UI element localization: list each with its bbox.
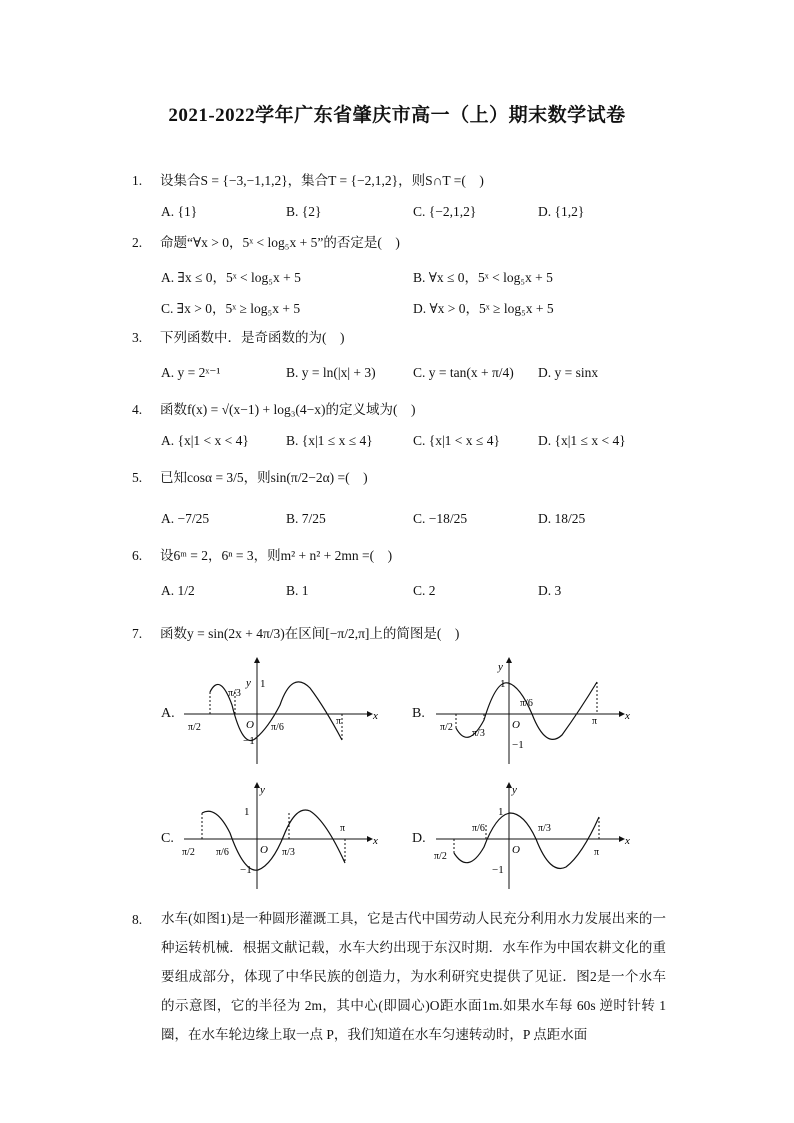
option-c[interactable]: C. {−2,1,2}: [413, 204, 477, 219]
question-stem: 设6ᵐ = 2，6ⁿ = 3，则m² + n² + 2mn =( ): [160, 548, 393, 563]
question-number: 2.: [132, 235, 143, 250]
curve: [202, 810, 345, 870]
option-b-label[interactable]: B.: [412, 706, 425, 721]
option-d[interactable]: D. ∀x > 0，5ˣ ≥ log₅x + 5: [413, 301, 554, 316]
label-t2: π/6: [271, 722, 284, 733]
question-3: [132, 329, 345, 347]
option-a[interactable]: A. {1}: [161, 204, 198, 219]
question-3-options: [161, 365, 681, 385]
graph-c[interactable]: [180, 775, 380, 893]
label-t2: π/3: [282, 847, 295, 858]
question-2-options-row2: [161, 297, 681, 317]
label-pi: π: [340, 823, 346, 834]
curve: [454, 813, 599, 868]
option-d[interactable]: D. {x|1 ≤ x < 4}: [538, 433, 626, 448]
label-y: y: [260, 784, 265, 796]
label-t1: π/6: [216, 847, 229, 858]
question-5-options: [161, 511, 681, 531]
question-1: [132, 172, 484, 190]
question-stem: 函数y = sin(2x + 4π/3)在区间[−π/2,π]上的简图是( ): [160, 626, 460, 641]
option-a-label[interactable]: A.: [161, 706, 175, 721]
question-number: 1.: [132, 173, 143, 188]
label-left: π/2: [440, 722, 453, 733]
question-4-options: [161, 433, 681, 453]
label-one: 1: [260, 678, 266, 690]
label-x: x: [625, 710, 630, 722]
question-number: 8.: [132, 912, 143, 927]
label-t2: π/6: [520, 698, 533, 709]
question-number: 6.: [132, 548, 143, 563]
option-b[interactable]: B. 7/25: [286, 511, 326, 526]
label-neg-one: −1: [240, 864, 252, 876]
option-a[interactable]: A. −7/25: [161, 511, 210, 526]
label-x: x: [373, 710, 378, 722]
option-a[interactable]: A. ∃x ≤ 0，5ˣ < log₅x + 5: [161, 270, 301, 285]
option-c[interactable]: C. {x|1 < x ≤ 4}: [413, 433, 500, 448]
option-b[interactable]: B. y = ln(|x| + 3): [286, 365, 376, 380]
label-left: π/2: [188, 722, 201, 733]
question-2: [132, 234, 400, 252]
option-a[interactable]: A. 1/2: [161, 583, 195, 598]
option-c[interactable]: C. y = tan(x + π/4): [413, 365, 514, 380]
question-1-options: [161, 204, 681, 224]
question-stem: 下列函数中．是奇函数的为( ): [160, 330, 345, 345]
option-d[interactable]: D. 3: [538, 583, 562, 598]
label-neg-one: −1: [243, 735, 255, 747]
label-x: x: [373, 835, 378, 847]
question-stem: 设集合S = {−3,−1,1,2}，集合T = {−2,1,2}，则S∩T =( ): [160, 173, 484, 188]
label-pi: π: [594, 847, 600, 858]
label-one: 1: [500, 678, 506, 690]
option-d-label[interactable]: D.: [412, 831, 426, 846]
graph-a[interactable]: [180, 650, 380, 768]
option-b[interactable]: B. ∀x ≤ 0，5ˣ < log₅x + 5: [413, 270, 553, 285]
label-pi: π: [592, 716, 598, 727]
option-c[interactable]: C. ∃x > 0，5ˣ ≥ log₅x + 5: [161, 301, 301, 316]
label-origin: O: [512, 719, 520, 731]
question-8-stem: 水车(如图1)是一种圆形灌溉工具，它是古代中国劳动人民充分利用水力发展出来的一种运转机械．根据文献记载，水车大约出现于东汉时期．水车作为中国农耕文化的重要组成部分，体现了中华民族的创造力，为水利研究史提供了见证．图2是一个水车的示意图，它的半径为 2m，其中心(即圆心)O距水面1m.如果水车每 60s 逆时针转 1 圈，在水车轮边缘上取一点 P，我们知道在水车匀速转动时，P 点距水面: [161, 911, 666, 1042]
label-left: π/2: [182, 847, 195, 858]
question-number: 5.: [132, 470, 143, 485]
option-b[interactable]: B. 1: [286, 583, 309, 598]
option-a[interactable]: A. y = 2ˣ⁻¹: [161, 365, 221, 380]
question-5: [132, 469, 368, 487]
label-one: 1: [244, 806, 250, 818]
label-origin: O: [260, 844, 268, 856]
question-4: [132, 401, 416, 419]
option-c-label[interactable]: C.: [161, 831, 174, 846]
option-d[interactable]: D. 18/25: [538, 511, 586, 526]
question-stem: 已知cosα = 3/5，则sin(π/2−2α) =( ): [160, 470, 368, 485]
option-b[interactable]: B. {x|1 ≤ x ≤ 4}: [286, 433, 373, 448]
question-stem: 命题“∀x > 0，5ˣ < log₅x + 5”的否定是( ): [160, 235, 400, 250]
question-number: 4.: [132, 402, 143, 417]
label-t1: π/6: [472, 823, 485, 834]
option-b[interactable]: B. {2}: [286, 204, 322, 219]
label-left: π/2: [434, 851, 447, 862]
label-y: y: [498, 661, 503, 673]
option-c[interactable]: C. −18/25: [413, 511, 468, 526]
label-neg-one: −1: [512, 739, 524, 751]
graph-b[interactable]: [432, 650, 632, 768]
question-number: 7.: [132, 626, 143, 641]
page-title: 2021-2022学年广东省肇庆市高一（上）期末数学试卷: [168, 105, 626, 126]
question-6-options: [161, 583, 681, 603]
label-x: x: [625, 835, 630, 847]
question-number: 3.: [132, 330, 143, 345]
label-t1: π/3: [472, 728, 485, 739]
option-d[interactable]: D. {1,2}: [538, 204, 585, 219]
option-d[interactable]: D. y = sinx: [538, 365, 599, 380]
label-y: y: [512, 784, 517, 796]
question-stem: 函数f(x) = √(x−1) + log₃(4−x)的定义域为( ): [160, 402, 416, 417]
label-one: 1: [498, 806, 504, 818]
label-t1: π/3: [228, 688, 241, 699]
option-a[interactable]: A. {x|1 < x < 4}: [161, 433, 249, 448]
graph-d[interactable]: [432, 775, 632, 893]
label-neg-one: −1: [492, 864, 504, 876]
label-y: y: [246, 677, 251, 689]
question-8-number: [132, 911, 160, 929]
question-6: [132, 547, 392, 565]
option-c[interactable]: C. 2: [413, 583, 436, 598]
label-t2: π/3: [538, 823, 551, 834]
label-origin: O: [512, 844, 520, 856]
question-2-options-row1: [161, 266, 681, 286]
label-origin: O: [246, 719, 254, 731]
label-pi: π: [336, 716, 342, 727]
question-7: [132, 625, 459, 643]
